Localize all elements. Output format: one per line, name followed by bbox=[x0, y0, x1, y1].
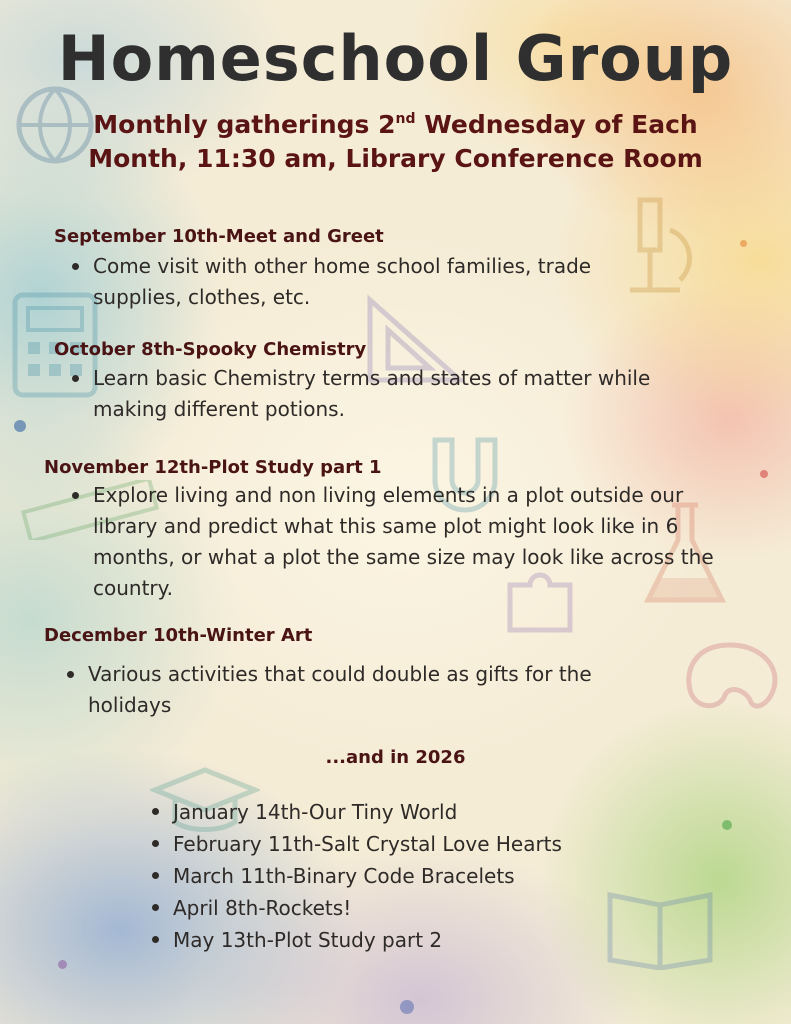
list-item: February 11th-Salt Crystal Love Hearts bbox=[145, 828, 562, 860]
event-heading-september: September 10th-Meet and Greet bbox=[54, 226, 384, 247]
list-item: Learn basic Chemistry terms and states of matter while making different potions. bbox=[65, 363, 685, 425]
page-title: Homeschool Group bbox=[57, 22, 734, 95]
list-item: Explore living and non living elements in a plot outside our library and predict what this same plot might look like in 6 months, or what a plot the same size may look like across the country. bbox=[65, 480, 740, 604]
year-2026-list bbox=[145, 796, 562, 956]
list-item: Various activities that could double as gifts for the holidays bbox=[60, 659, 660, 721]
subtitle-part1: Monthly gatherings 2 bbox=[93, 110, 396, 139]
list-item: April 8th-Rockets! bbox=[145, 892, 562, 924]
list-item: May 13th-Plot Study part 2 bbox=[145, 924, 562, 956]
event-details-september bbox=[65, 251, 605, 313]
event-details-october bbox=[65, 363, 685, 425]
subtitle bbox=[60, 108, 731, 176]
event-details-november bbox=[65, 480, 740, 604]
list-item: January 14th-Our Tiny World bbox=[145, 796, 562, 828]
event-heading-november: November 12th-Plot Study part 1 bbox=[44, 457, 382, 478]
subtitle-superscript: nd bbox=[395, 111, 416, 127]
year-2026-heading: ...and in 2026 bbox=[325, 747, 466, 768]
list-item: March 11th-Binary Code Bracelets bbox=[145, 860, 562, 892]
event-heading-december: December 10th-Winter Art bbox=[44, 625, 313, 646]
event-details-december bbox=[60, 659, 660, 721]
list-item: Come visit with other home school families, trade supplies, clothes, etc. bbox=[65, 251, 605, 313]
event-heading-october: October 8th-Spooky Chemistry bbox=[54, 339, 367, 360]
subtitle-part2: Wednesday of Each Month, 11:30 am, Library Conference Room bbox=[88, 110, 703, 173]
